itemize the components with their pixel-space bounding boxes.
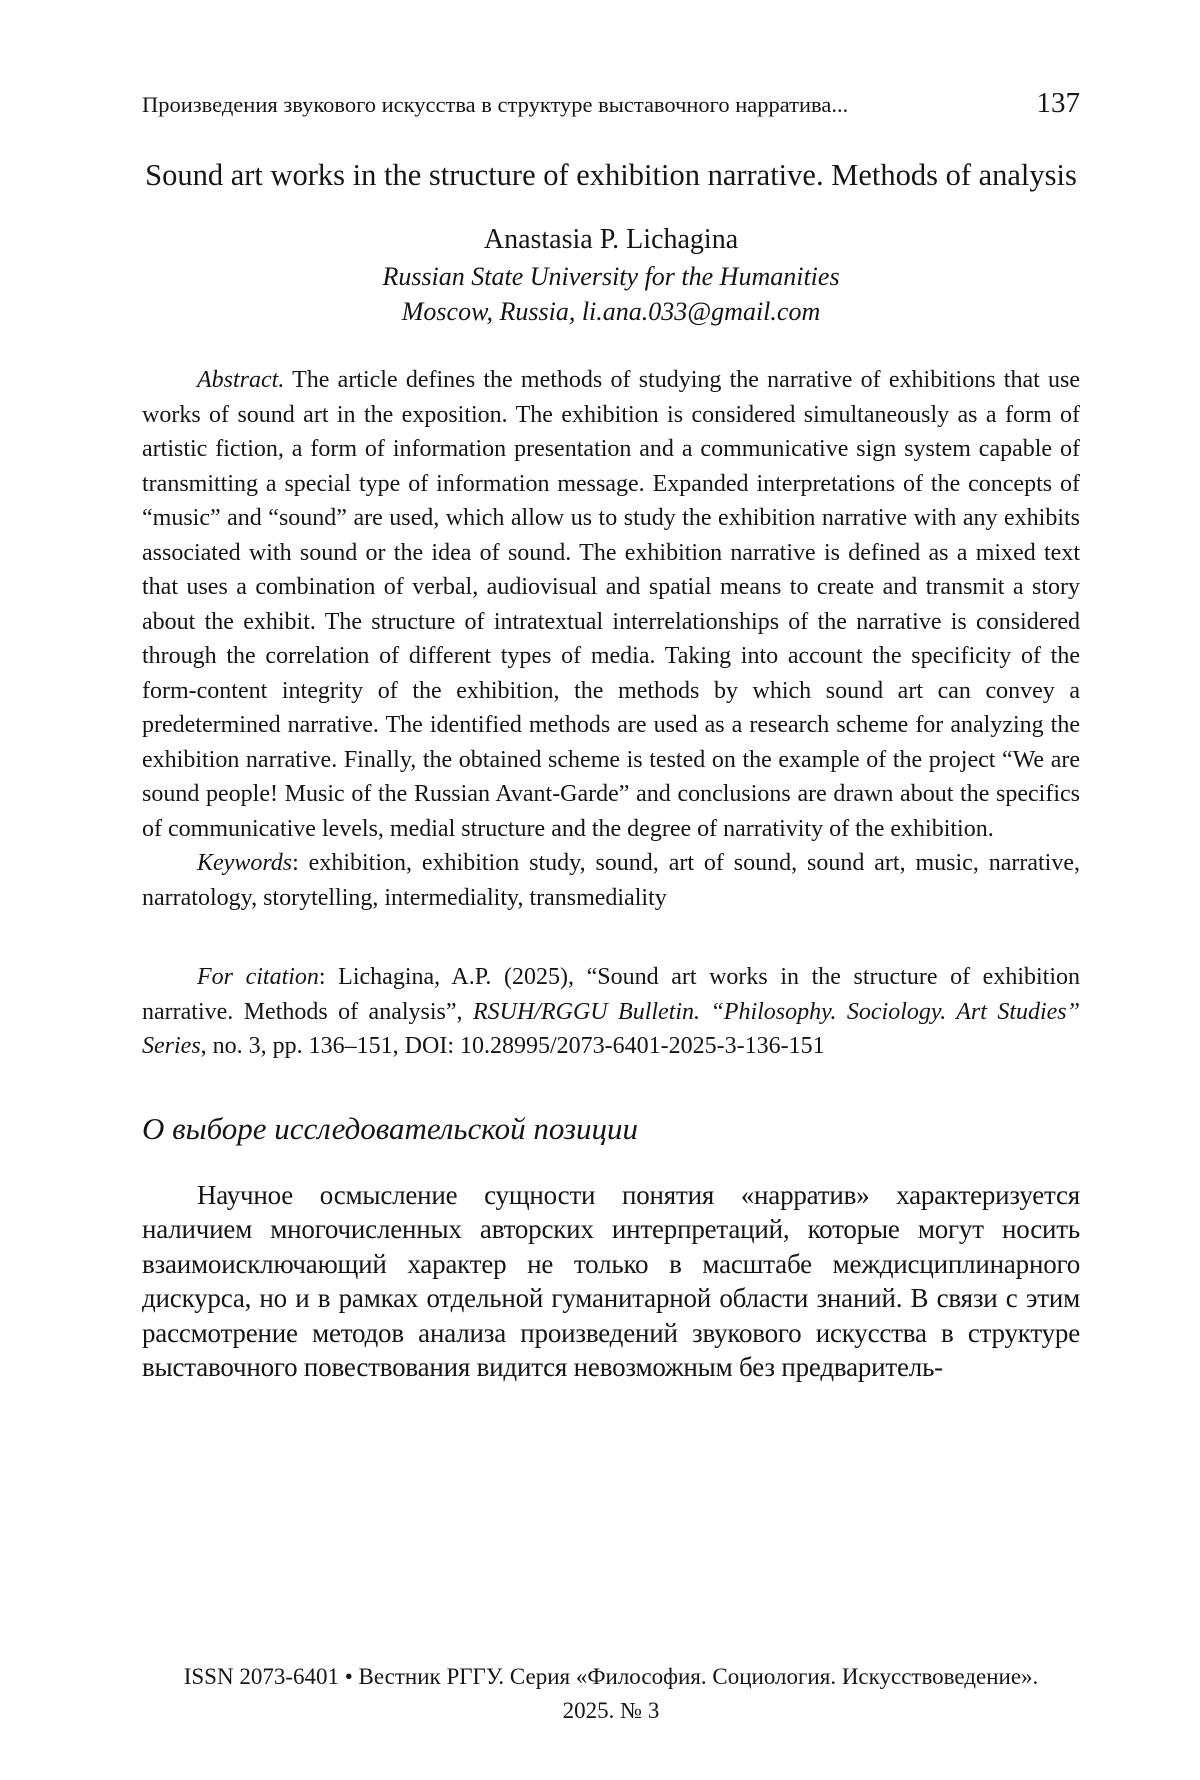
page-number: 137 xyxy=(1036,87,1080,119)
abstract-text: The article defines the methods of studying the narrative of exhibitions that use works of sound art in the exposition. The exhibition is considered simultaneously as a form of artistic fiction, a form of information presentation and a communicative sign system capable of transmitting a special type of information message. Expanded interpretations of the concepts of “music” and “sound” are used, which allow us to study the exhibition narrative with any exhibits associated with sound or the idea of sound. The exhibition narrative is defined as a mixed text that uses a combination of verbal, audiovisual and spatial means to create and transmit a story about the exhibit. The structure of intratextual interrelationships of the narrative is considered through the correlation of different types of media. Taking into account the specificity of the form-content integrity of the exhibition, the methods by which sound art can convey a predetermined narrative. The identified methods are used as a research scheme for analyzing the exhibition narrative. Finally, the obtained scheme is tested on the example of the project “We are sound people! Music of the Russian Avant-Garde” and conclusions are drawn about the specifics of communicative levels, medial structure and the degree of narrativity of the exhibition. xyxy=(142,367,1080,842)
footer-issue-line: 2025. № 3 xyxy=(562,1698,660,1723)
affiliation-line: Russian State University for the Humanities xyxy=(382,262,840,291)
contact-line: Moscow, Russia, li.ana.033@gmail.com xyxy=(401,297,821,326)
article-title: Sound art works in the structure of exhibition narrative. Methods of analysis xyxy=(145,158,1077,192)
footer-issn-line: ISSN 2073-6401 • Вестник РГГУ. Серия «Философия. Социология. Искусствоведение». xyxy=(183,1664,1039,1689)
abstract-label: Abstract. xyxy=(197,367,285,393)
citation-text-1: : Lichagina, A.P. (2025), “Sound art works in the structure of exhibition narrative. Methods of analysis”, xyxy=(142,964,1080,1025)
citation-text-2: , no. 3, pp. 136–151, DOI: 10.28995/2073-6401-2025-3-136-151 xyxy=(200,1033,825,1059)
running-title: Произведения звукового искусства в структуре выставочного нарратива... xyxy=(142,92,849,117)
section-heading: О выборе исследовательской позиции xyxy=(142,1110,639,1146)
citation-paragraph xyxy=(142,960,1080,1064)
citation-journal: RSUH/RGGU Bulletin. “Philosophy. Sociology. Art Studies” Series xyxy=(142,998,1080,1059)
abstract-paragraph xyxy=(142,363,1080,846)
keywords-label: Keywords xyxy=(197,850,293,876)
keywords-paragraph xyxy=(142,846,1080,915)
author-name: Anastasia P. Lichagina xyxy=(483,224,739,255)
body-paragraph: Научное осмысление сущности понятия «нарратив» характеризуется наличием многочисленных авторских интерпретаций, которые могут носить взаимоисключающий характер не только в масштабе междисциплинарного дискурса, но и в рамках отдельной гуманитарной области знаний. В связи с этим рассмотрение методов анализа произведений звукового искусства в структуре выставочного повествования видится невозможным без предваритель- xyxy=(142,1179,1080,1382)
page-footer xyxy=(142,1660,1080,1728)
running-head xyxy=(142,86,1080,122)
citation-label: For citation xyxy=(197,964,319,990)
affiliation-block xyxy=(142,259,1080,329)
keywords-text: : exhibition, exhibition study, sound, art of sound, sound art, music, narrative, narratology, storytelling, intermediality, transmediality xyxy=(142,850,1080,911)
